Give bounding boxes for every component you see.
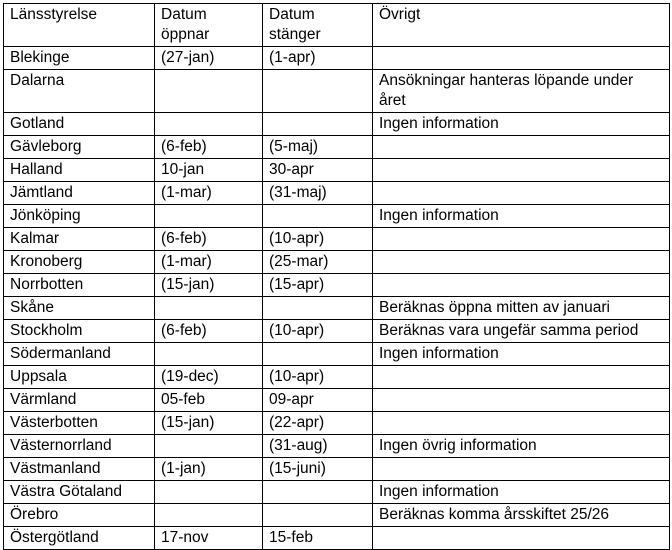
- table-row: [4, 435, 670, 458]
- cell-closes: [263, 504, 373, 527]
- cell-opens: (1-mar): [155, 182, 263, 205]
- cell-opens: (6-feb): [155, 136, 263, 159]
- cell-other: [373, 251, 670, 274]
- cell-closes: [263, 70, 373, 113]
- cell-county: Stockholm: [4, 320, 155, 343]
- cell-opens: (6-feb): [155, 228, 263, 251]
- cell-other: Beräknas komma årsskiftet 25/26: [373, 504, 670, 527]
- table-row: [4, 481, 670, 504]
- table-row: [4, 412, 670, 435]
- cell-other: Beräknas öppna mitten av januari: [373, 297, 670, 320]
- cell-county: Jönköping: [4, 205, 155, 228]
- cell-closes: [263, 297, 373, 320]
- table-row: [4, 343, 670, 366]
- table-row: [4, 274, 670, 297]
- header-closes: Datum stänger: [263, 4, 373, 47]
- cell-closes: (10-apr): [263, 366, 373, 389]
- cell-opens: (27-jan): [155, 47, 263, 70]
- header-opens: Datum öppnar: [155, 4, 263, 47]
- cell-opens: (19-dec): [155, 366, 263, 389]
- cell-closes: 15-feb: [263, 527, 373, 550]
- cell-closes: (31-maj): [263, 182, 373, 205]
- cell-other: [373, 159, 670, 182]
- cell-county: Skåne: [4, 297, 155, 320]
- table-body: [4, 47, 670, 550]
- cell-county: Jämtland: [4, 182, 155, 205]
- cell-county: Gävleborg: [4, 136, 155, 159]
- cell-opens: [155, 205, 263, 228]
- cell-county: Kalmar: [4, 228, 155, 251]
- cell-opens: [155, 504, 263, 527]
- cell-closes: (15-apr): [263, 274, 373, 297]
- cell-closes: (5-maj): [263, 136, 373, 159]
- header-other: Övrigt: [373, 4, 670, 47]
- table-row: [4, 70, 670, 113]
- cell-closes: (1-apr): [263, 47, 373, 70]
- cell-county: Östergötland: [4, 527, 155, 550]
- table-row: [4, 366, 670, 389]
- table-row: [4, 458, 670, 481]
- table-header: [4, 4, 670, 47]
- cell-closes: (25-mar): [263, 251, 373, 274]
- table-row: [4, 47, 670, 70]
- table-row: [4, 504, 670, 527]
- cell-county: Halland: [4, 159, 155, 182]
- cell-other: Beräknas vara ungefär samma period: [373, 320, 670, 343]
- cell-opens: 17-nov: [155, 527, 263, 550]
- cell-other: Ingen information: [373, 481, 670, 504]
- application-periods-table: [3, 3, 670, 550]
- header-county: Länsstyrelse: [4, 4, 155, 47]
- cell-county: Uppsala: [4, 366, 155, 389]
- cell-opens: 05-feb: [155, 389, 263, 412]
- table-row: [4, 113, 670, 136]
- cell-other: Ingen information: [373, 205, 670, 228]
- cell-other: [373, 274, 670, 297]
- cell-other: Ingen information: [373, 343, 670, 366]
- cell-county: Kronoberg: [4, 251, 155, 274]
- cell-opens: 10-jan: [155, 159, 263, 182]
- table-row: [4, 320, 670, 343]
- table-row: [4, 136, 670, 159]
- table-row: [4, 182, 670, 205]
- cell-other: [373, 527, 670, 550]
- cell-opens: (15-jan): [155, 274, 263, 297]
- cell-other: [373, 412, 670, 435]
- cell-opens: (1-jan): [155, 458, 263, 481]
- table-row: [4, 527, 670, 550]
- cell-opens: [155, 70, 263, 113]
- cell-county: Västmanland: [4, 458, 155, 481]
- cell-opens: [155, 481, 263, 504]
- table-row: [4, 205, 670, 228]
- cell-county: Västernorrland: [4, 435, 155, 458]
- cell-closes: (31-aug): [263, 435, 373, 458]
- cell-county: Blekinge: [4, 47, 155, 70]
- table-row: [4, 228, 670, 251]
- cell-county: Örebro: [4, 504, 155, 527]
- cell-closes: [263, 113, 373, 136]
- cell-county: Dalarna: [4, 70, 155, 113]
- cell-closes: (10-apr): [263, 320, 373, 343]
- cell-county: Norrbotten: [4, 274, 155, 297]
- cell-opens: (1-mar): [155, 251, 263, 274]
- cell-county: Västra Götaland: [4, 481, 155, 504]
- cell-county: Gotland: [4, 113, 155, 136]
- cell-closes: (10-apr): [263, 228, 373, 251]
- cell-other: [373, 458, 670, 481]
- cell-closes: [263, 481, 373, 504]
- cell-opens: (6-feb): [155, 320, 263, 343]
- cell-other: Ingen information: [373, 113, 670, 136]
- cell-county: Värmland: [4, 389, 155, 412]
- cell-closes: [263, 343, 373, 366]
- cell-closes: 30-apr: [263, 159, 373, 182]
- cell-other: [373, 228, 670, 251]
- table-row: [4, 389, 670, 412]
- cell-opens: (15-jan): [155, 412, 263, 435]
- cell-other: [373, 47, 670, 70]
- cell-county: Västerbotten: [4, 412, 155, 435]
- table-row: [4, 251, 670, 274]
- cell-other: [373, 389, 670, 412]
- cell-other: Ingen övrig information: [373, 435, 670, 458]
- cell-closes: (22-apr): [263, 412, 373, 435]
- header-row: [4, 4, 670, 47]
- cell-closes: (15-juni): [263, 458, 373, 481]
- cell-closes: 09-apr: [263, 389, 373, 412]
- cell-opens: [155, 113, 263, 136]
- cell-opens: [155, 435, 263, 458]
- cell-county: Södermanland: [4, 343, 155, 366]
- cell-other: [373, 136, 670, 159]
- cell-closes: [263, 205, 373, 228]
- cell-opens: [155, 343, 263, 366]
- cell-opens: [155, 297, 263, 320]
- cell-other: [373, 366, 670, 389]
- cell-other: [373, 182, 670, 205]
- cell-other: Ansökningar hanteras löpande under året: [373, 70, 670, 113]
- table-row: [4, 297, 670, 320]
- table-row: [4, 159, 670, 182]
